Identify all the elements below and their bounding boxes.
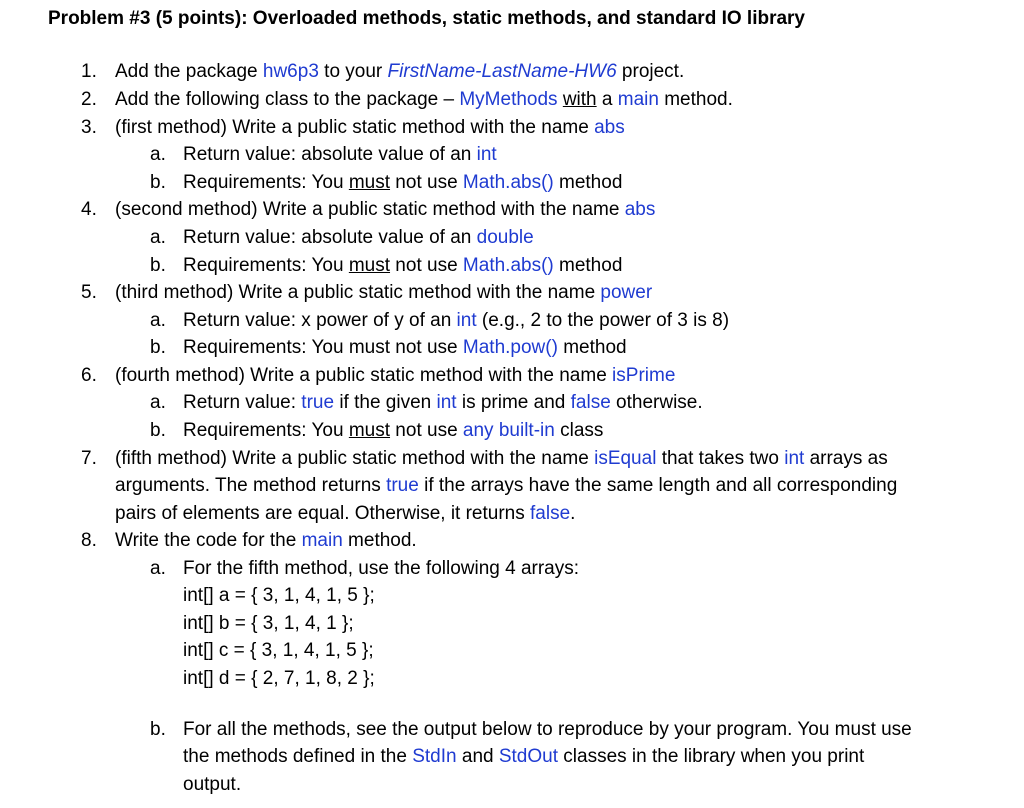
item-number: 7. xyxy=(81,448,97,469)
list-item-continuation: output. xyxy=(183,774,242,795)
item-letter: a. xyxy=(150,558,166,579)
item-letter: a. xyxy=(150,227,166,248)
item-letter: a. xyxy=(150,392,166,413)
list-item: (fifth method) Write a public static method with the name isEqual that takes two int arrays as xyxy=(115,448,888,469)
code-line: int[] a = { 3, 1, 4, 1, 5 }; xyxy=(183,585,375,606)
problem-title: Problem #3 (5 points): Overloaded methods, static methods, and standard IO library xyxy=(48,8,805,29)
list-item-continuation: pairs of elements are equal. Otherwise, it returns false. xyxy=(115,503,576,524)
item-letter: a. xyxy=(150,144,166,165)
list-item: Add the package hw6p3 to your FirstName-LastName-HW6 project. xyxy=(115,61,685,82)
item-letter: b. xyxy=(150,719,166,740)
item-letter: a. xyxy=(150,310,166,331)
list-item: (second method) Write a public static method with the name abs xyxy=(115,199,656,220)
list-item: (fourth method) Write a public static method with the name isPrime xyxy=(115,365,676,386)
item-number: 6. xyxy=(81,365,97,386)
list-subitem: Return value: x power of y of an int (e.g., 2 to the power of 3 is 8) xyxy=(183,310,730,331)
list-subitem: Requirements: You must not use Math.pow() method xyxy=(183,337,627,358)
list-subitem: Return value: absolute value of an double xyxy=(183,227,534,248)
code-line: int[] b = { 3, 1, 4, 1 }; xyxy=(183,613,354,634)
list-subitem: Return value: absolute value of an int xyxy=(183,144,497,165)
list-subitem: For the fifth method, use the following 4 arrays: xyxy=(183,558,580,579)
code-line: int[] c = { 3, 1, 4, 1, 5 }; xyxy=(183,640,374,661)
list-item: (first method) Write a public static method with the name abs xyxy=(115,117,625,138)
item-letter: b. xyxy=(150,255,166,276)
list-subitem: For all the methods, see the output below to reproduce by your program. You must use xyxy=(183,719,912,740)
list-item: Write the code for the main method. xyxy=(115,530,417,551)
list-item-continuation: arguments. The method returns true if the arrays have the same length and all corresponding xyxy=(115,475,898,496)
item-number: 5. xyxy=(81,282,97,303)
item-letter: b. xyxy=(150,337,166,358)
item-number: 1. xyxy=(81,61,97,82)
list-item-continuation: the methods defined in the StdIn and StdOut classes in the library when you print xyxy=(183,746,865,767)
list-subitem: Requirements: You must not use any built-in class xyxy=(183,420,604,441)
code-line: int[] d = { 2, 7, 1, 8, 2 }; xyxy=(183,668,375,689)
item-number: 3. xyxy=(81,117,97,138)
list-item: Add the following class to the package – MyMethods with a main method. xyxy=(115,89,733,110)
list-item: (third method) Write a public static method with the name power xyxy=(115,282,653,303)
item-number: 8. xyxy=(81,530,97,551)
item-letter: b. xyxy=(150,172,166,193)
list-subitem: Requirements: You must not use Math.abs() method xyxy=(183,255,623,276)
list-subitem: Return value: true if the given int is prime and false otherwise. xyxy=(183,392,703,413)
item-number: 4. xyxy=(81,199,97,220)
list-subitem: Requirements: You must not use Math.abs() method xyxy=(183,172,623,193)
item-letter: b. xyxy=(150,420,166,441)
item-number: 2. xyxy=(81,89,97,110)
